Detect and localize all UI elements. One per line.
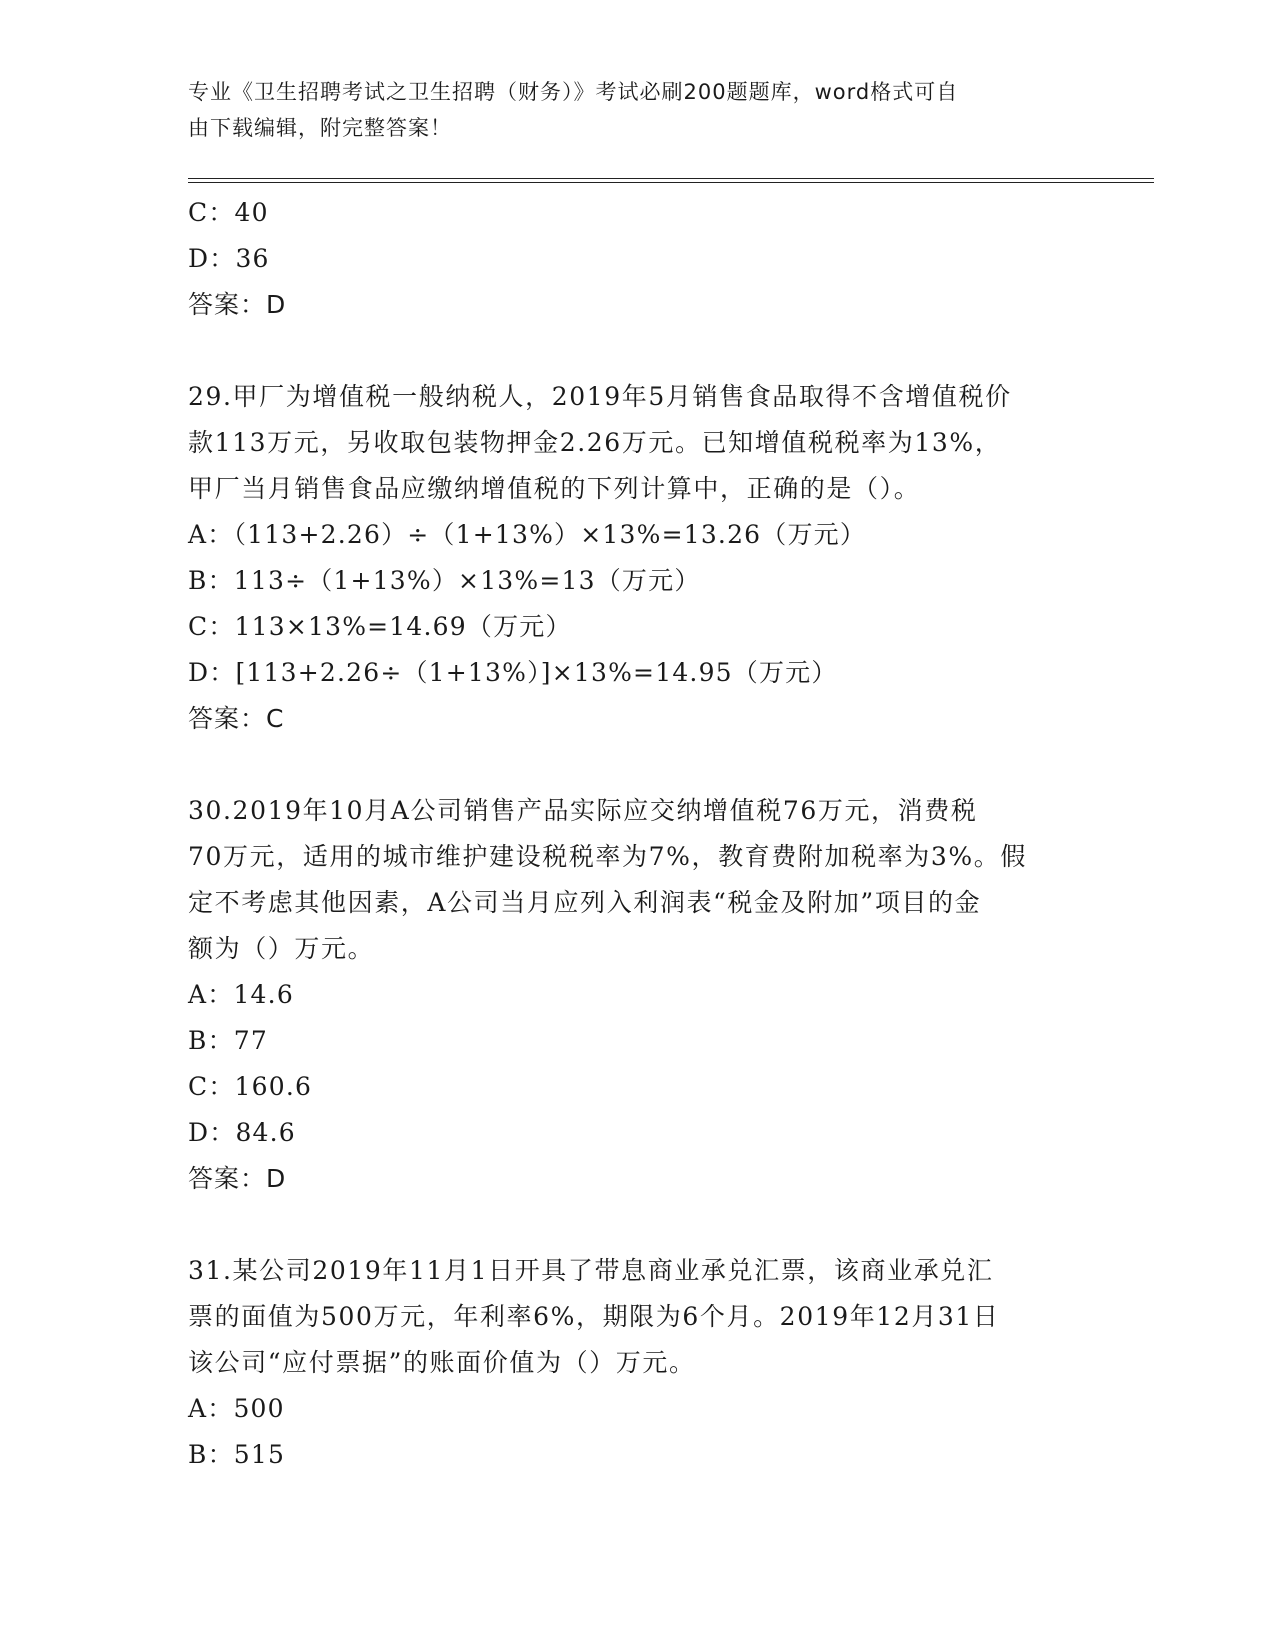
option-d: D：36 [188,244,270,273]
answer: 答案：D [188,1164,287,1193]
question-text-line: 额为（）万元。 [188,934,375,963]
header-rule-bottom [188,182,1154,183]
question-30 [188,788,1088,1202]
option-c: C：113×13%=14.69（万元） [188,612,572,641]
option-b: B：77 [188,1026,268,1055]
option-c: C：40 [188,198,269,227]
option-a: A：（113+2.26）÷（1+13%）×13%=13.26（万元） [188,520,867,549]
question-text-line: 甲厂当月销售食品应缴纳增值税的下列计算中，正确的是（）。 [188,474,921,503]
option-b: B：515 [188,1440,286,1469]
question-text-line: 该公司“应付票据”的账面价值为（）万元。 [188,1348,696,1377]
header-line-2: 由下载编辑，附完整答案！ [188,116,452,140]
option-d: D：84.6 [188,1118,296,1147]
question-text-line: 30.2019年10月A公司销售产品实际应交纳增值税76万元，消费税 [188,796,978,825]
spacer [188,328,1088,374]
header-rule-top [188,178,1154,179]
question-text-line: 定不考虑其他因素，A公司当月应列入利润表“税金及附加”项目的金 [188,888,982,917]
document-body [188,190,1088,1478]
question-text-line: 款113万元，另收取包装物押金2.26万元。已知增值税税率为13%， [188,428,1002,457]
option-d: D：[113+2.26÷（1+13%）]×13%=14.95（万元） [188,658,838,687]
spacer [188,1202,1088,1248]
question-29 [188,374,1088,742]
spacer [188,742,1088,788]
question-text-line: 70万元，适用的城市维护建设税税率为7%，教育费附加税率为3%。假 [188,842,1027,871]
question-text-line: 29.甲厂为增值税一般纳税人，2019年5月销售食品取得不含增值税价 [188,382,1012,411]
question-text-line: 票的面值为500万元，年利率6%，期限为6个月。2019年12月31日 [188,1302,1000,1331]
option-a: A：14.6 [188,980,294,1009]
answer: 答案：D [188,290,287,319]
question-31 [188,1248,1088,1478]
header-line-1: 专业《卫生招聘考试之卫生招聘（财务）》考试必刷200题题库，word格式可自 [188,80,959,104]
answer: 答案：C [188,704,285,733]
option-c: C：160.6 [188,1072,313,1101]
previous-question [188,190,1088,328]
document-header [188,74,1068,146]
question-text-line: 31.某公司2019年11月1日开具了带息商业承兑汇票，该商业承兑汇 [188,1256,994,1285]
option-a: A：500 [188,1394,285,1423]
option-b: B：113÷（1+13%）×13%=13（万元） [188,566,701,595]
